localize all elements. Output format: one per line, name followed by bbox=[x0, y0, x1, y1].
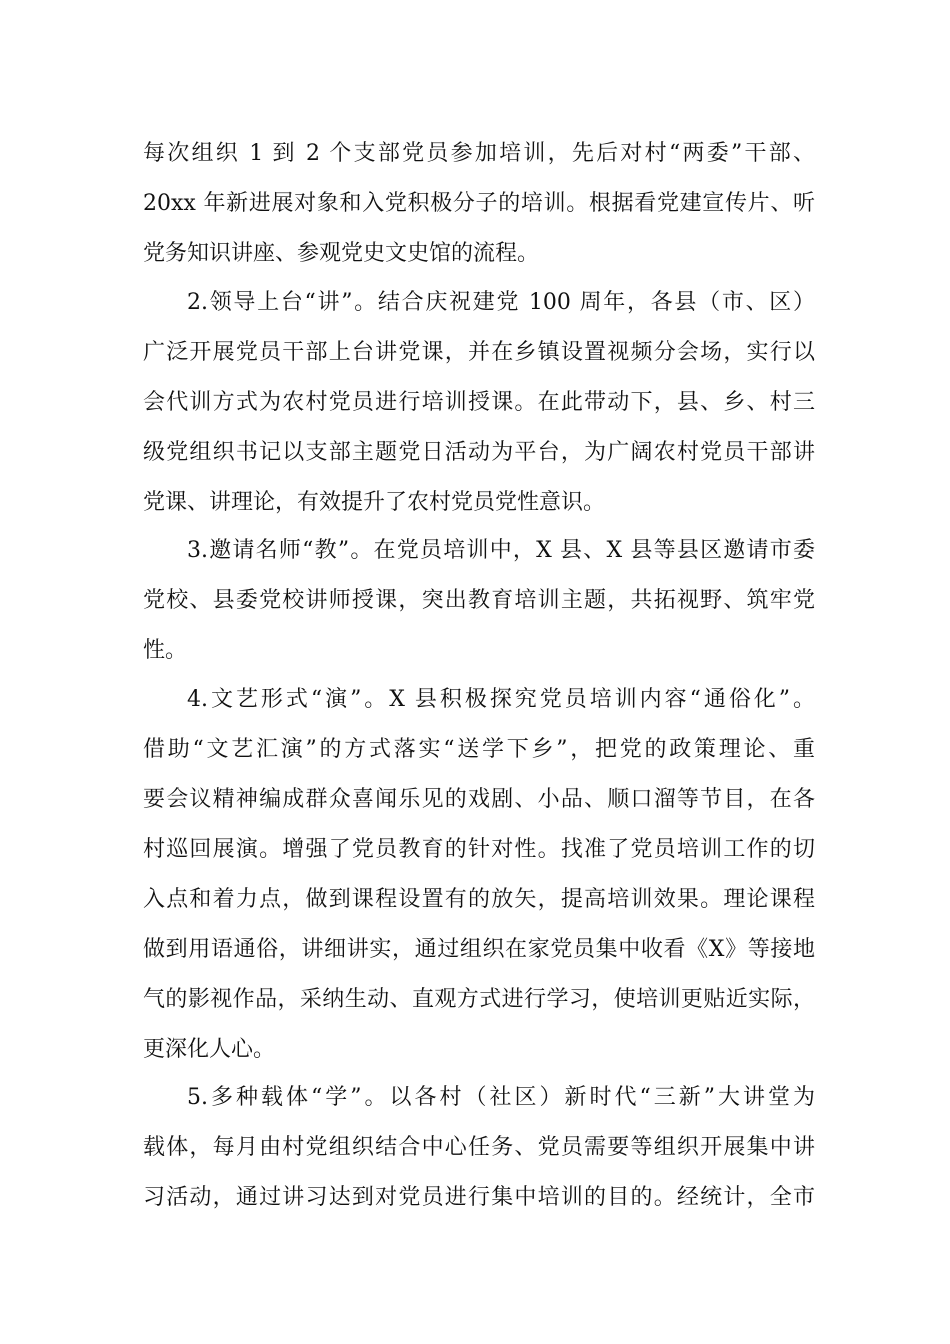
text-line: 村巡回展演。增强了党员教育的针对性。找准了党员培训工作的切 bbox=[143, 837, 815, 862]
text-line: 2.领导上台“讲”。结合庆祝建党 100 周年，各县（市、区） bbox=[187, 290, 815, 315]
paragraph-item-4 bbox=[143, 675, 815, 1075]
text-line: 4.文艺形式“演”。X 县积极探究党员培训内容“通俗化”。 bbox=[187, 687, 815, 712]
text-line: 习活动，通过讲习达到对党员进行集中培训的目的。经统计，全市 bbox=[143, 1185, 815, 1210]
text-line: 党务知识讲座、参观党史文史馆的流程。 bbox=[143, 241, 540, 266]
text-line: 5.多种载体“学”。以各村（社区）新时代“三新”大讲堂为 bbox=[187, 1085, 815, 1110]
text-line: 3.邀请名师“教”。在党员培训中，X 县、X 县等县区邀请市委 bbox=[187, 538, 815, 563]
text-line: 党课、讲理论，有效提升了农村党员党性意识。 bbox=[143, 490, 606, 515]
paragraph-item-2 bbox=[143, 278, 815, 528]
text-line: 20xx 年新进展对象和入党积极分子的培训。根据看党建宣传片、听 bbox=[143, 191, 815, 216]
text-line: 性。 bbox=[143, 638, 188, 663]
text-line: 每次组织 1 到 2 个支部党员参加培训，先后对村“两委”干部、 bbox=[143, 141, 815, 166]
text-line: 更深化人心。 bbox=[143, 1037, 276, 1062]
text-line: 借助“文艺汇演”的方式落实“送学下乡”，把党的政策理论、重 bbox=[143, 737, 815, 762]
text-line: 载体，每月由村党组织结合中心任务、党员需要等组织开展集中讲 bbox=[143, 1135, 815, 1160]
paragraph-item-5 bbox=[143, 1073, 815, 1223]
text-line: 党校、县委党校讲师授课，突出教育培训主题，共拓视野、筑牢党 bbox=[143, 588, 815, 613]
text-line: 入点和着力点，做到课程设置有的放矢，提高培训效果。理论课程 bbox=[143, 887, 815, 912]
text-line: 气的影视作品，采纳生动、直观方式进行学习，使培训更贴近实际， bbox=[143, 987, 815, 1012]
paragraph-continued bbox=[143, 129, 815, 279]
text-line: 做到用语通俗，讲细讲实，通过组织在家党员集中收看《X》等接地 bbox=[143, 937, 815, 962]
text-line: 要会议精神编成群众喜闻乐见的戏剧、小品、顺口溜等节目，在各 bbox=[143, 787, 815, 812]
text-line: 级党组织书记以支部主题党日活动为平台，为广阔农村党员干部讲 bbox=[143, 440, 815, 465]
text-line: 广泛开展党员干部上台讲党课，并在乡镇设置视频分会场，实行以 bbox=[143, 340, 815, 365]
text-line: 会代训方式为农村党员进行培训授课。在此带动下，县、乡、村三 bbox=[143, 390, 815, 415]
paragraph-item-3 bbox=[143, 526, 815, 676]
